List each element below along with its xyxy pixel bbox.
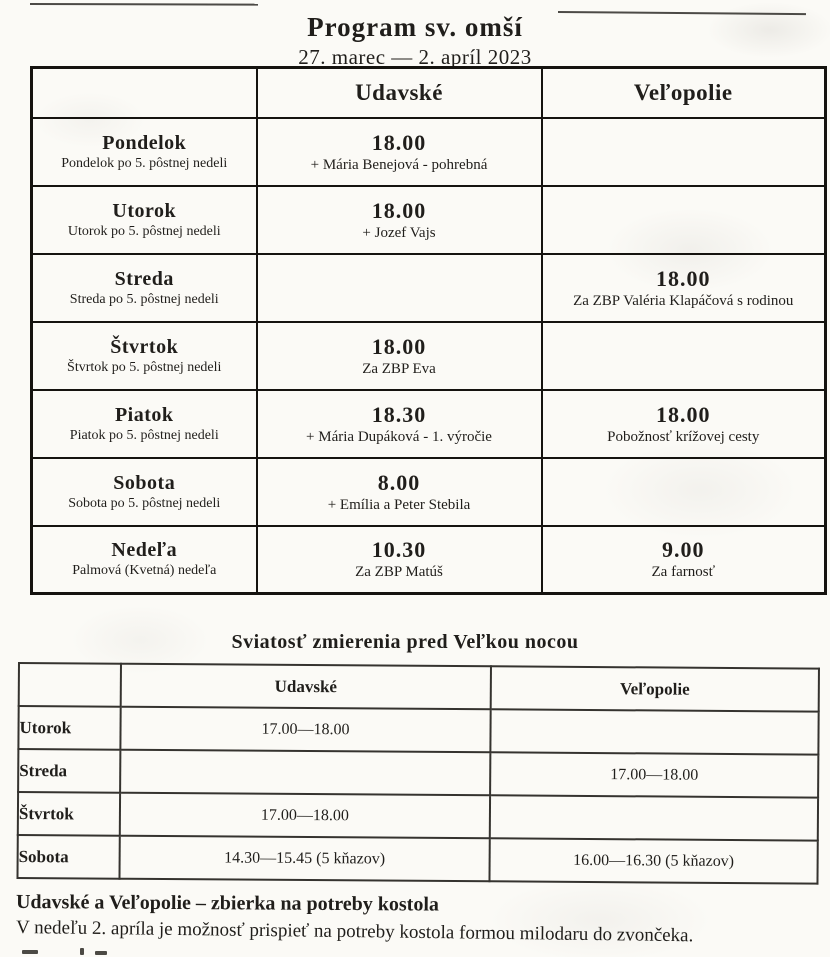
udavske-cell [257,526,542,594]
page-title: Program sv. omší [307,12,523,42]
empty-header-cell [32,68,257,118]
udavske-time: 17.00—18.00 [120,793,490,839]
day-cell [32,254,257,322]
day-cell [32,458,257,526]
velopolie-cell [542,390,826,458]
udavske-cell [257,322,542,390]
day-name: Streda [114,267,174,290]
title-block [0,12,830,70]
collection-heading: Udavské a Veľopolie – zbierka na potreby kostola [15,891,440,916]
day-note: Pondelok po 5. pôstnej nedeli [61,155,228,171]
day-cell [32,186,257,254]
mass-time: 8.00 [377,469,421,495]
mass-intention: Za farnosť [651,564,715,581]
day-cell [32,322,257,390]
mass-time: 18.00 [371,129,427,155]
confession-row-thursday [18,792,818,841]
day-name: Utorok [112,199,177,222]
day-note: Palmová (Kvetná) nedeľa [72,563,217,579]
day-cell [32,390,257,458]
collection-text: V nedeľu 2. apríla je možnosť prispieť na potreby kostola formou milodaru do zvončeka. [15,917,694,947]
udavske-cell [257,390,542,458]
udavske-cell [257,186,542,254]
mass-intention: + Mária Benejová - pohrebná [310,156,488,173]
table-row-sunday [32,526,826,594]
mass-time: 18.00 [371,197,427,223]
day-name: Sobota [17,835,119,879]
velopolie-time: 17.00—18.00 [490,752,818,797]
mass-intention: Za ZBP Matúš [355,564,443,581]
confession-row-tuesday [18,706,818,755]
column-header-velopolie: Veľopolie [542,68,826,118]
day-name: Piatok [114,403,174,426]
velopolie-cell [542,118,826,186]
column-header-udavske: Udavské [121,664,491,710]
scan-line-artifact-left [30,3,258,6]
mass-intention: + Jozef Vajs [362,224,436,241]
mass-intention: Pobožnosť krížovej cesty [607,428,760,445]
table-row-saturday [32,458,826,526]
clipped-text-artifact [95,951,107,955]
mass-intention: Za ZBP Eva [362,360,436,377]
udavske-cell [257,458,542,526]
udavske-cell [257,254,542,322]
column-header-udavske: Udavské [257,68,542,118]
mass-time: 18.00 [656,401,711,427]
velopolie-cell [542,322,826,390]
day-name: Štvrtok [18,792,120,836]
empty-header-cell [19,663,121,707]
udavske-time: 17.00—18.00 [120,707,490,753]
day-note: Streda po 5. pôstnej nedeli [69,291,219,307]
mass-intention: Za ZBP Valéria Klapáčová s rodinou [573,292,794,309]
confession-row-wednesday [18,749,818,798]
udavske-time [120,750,490,796]
mass-time: 18.00 [656,265,711,291]
velopolie-cell [542,526,826,594]
column-header-velopolie: Veľopolie [491,666,819,711]
mass-schedule-table [30,66,827,595]
velopolie-cell [542,254,826,322]
confession-row-saturday [17,835,817,884]
velopolie-time [490,795,818,840]
table-header-row [32,68,826,118]
udavske-time: 14.30—15.45 (5 kňazov) [119,836,489,882]
clipped-text-artifact [80,948,84,955]
mass-intention: + Emília a Peter Stebila [327,496,471,513]
table-row-monday [32,118,826,186]
mass-time: 10.30 [371,537,427,563]
confession-table [16,662,819,885]
day-cell [32,526,257,594]
day-name: Pondelok [102,131,187,154]
velopolie-time: 16.00—16.30 (5 kňazov) [489,838,817,883]
day-note: Utorok po 5. pôstnej nedeli [67,223,221,239]
table-row-tuesday [32,186,826,254]
table-row-thursday [32,322,826,390]
day-name: Utorok [18,706,120,750]
confession-header-row [19,663,819,712]
table-row-wednesday [32,254,826,322]
velopolie-cell [542,186,826,254]
day-name: Streda [18,749,120,793]
confession-section-title: Sviatosť zmierenia pred Veľkou nocou [231,631,579,653]
mass-intention: + Mária Dupáková - 1. výročie [306,428,492,445]
day-note: Piatok po 5. pôstnej nedeli [69,427,219,443]
mass-time: 18.30 [371,401,427,427]
velopolie-time [490,709,818,754]
day-note: Sobota po 5. pôstnej nedeli [68,495,221,511]
day-cell [32,118,257,186]
table-row-friday [32,390,826,458]
velopolie-cell [542,458,826,526]
date-range: 27. marec — 2. apríl 2023 [298,45,532,69]
mass-time: 18.00 [371,333,427,359]
day-name: Nedeľa [111,539,178,562]
day-name: Štvrtok [110,335,179,358]
udavske-cell [257,118,542,186]
day-note: Štvrtok po 5. pôstnej nedeli [67,359,222,375]
clipped-text-artifact [22,950,38,954]
mass-time: 9.00 [662,537,705,563]
day-name: Sobota [113,471,176,494]
